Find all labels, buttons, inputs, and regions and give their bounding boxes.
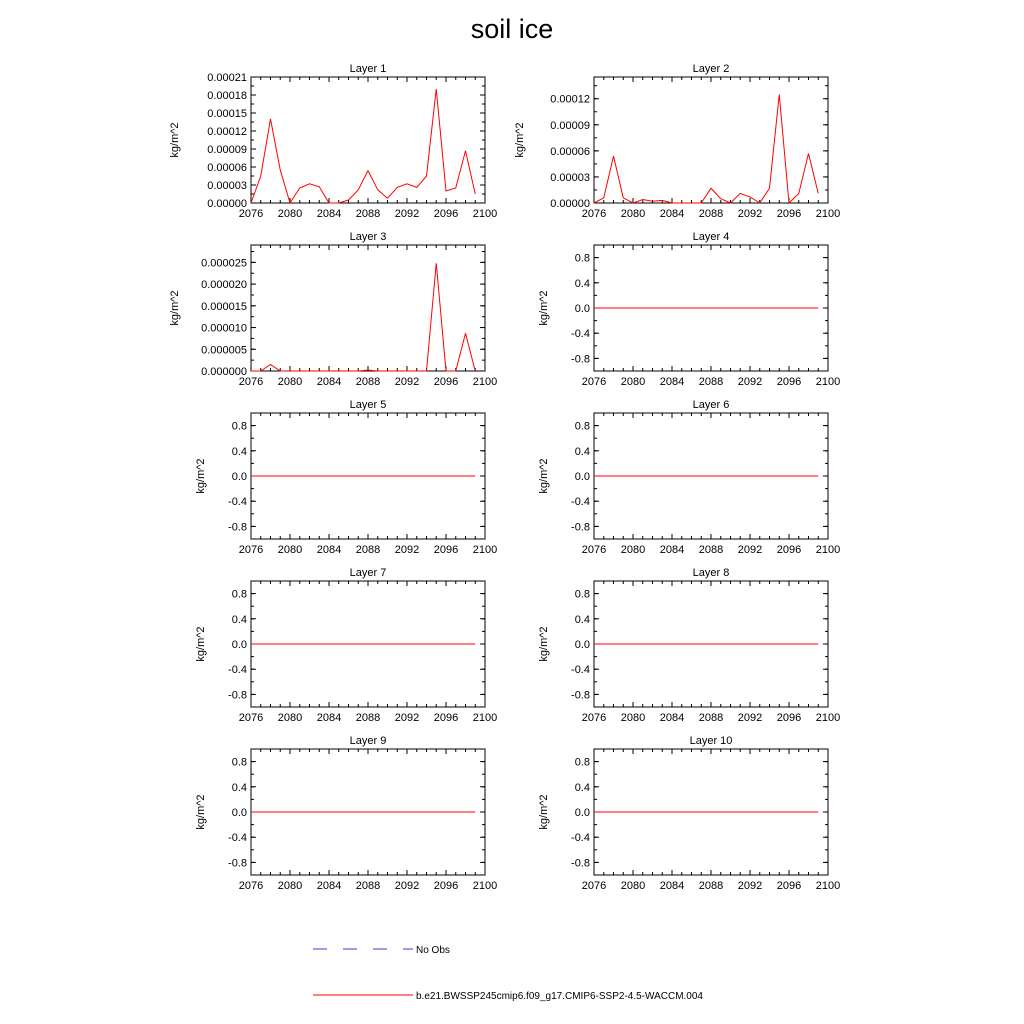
chart-panel-10 (538, 735, 840, 892)
x-tick-label: 2084 (316, 544, 342, 556)
series-line (594, 94, 818, 203)
x-tick-label: 2080 (277, 544, 303, 556)
panel-title: Layer 3 (349, 231, 387, 243)
y-tick-label: 0.8 (231, 420, 247, 433)
chart-panel-5 (195, 399, 497, 556)
y-tick-label: 0.000025 (201, 257, 247, 270)
x-tick-label: 2076 (581, 376, 607, 388)
x-tick-label: 2084 (316, 376, 342, 388)
x-tick-label: 2076 (238, 712, 264, 724)
y-tick-label: -0.4 (228, 832, 247, 845)
x-tick-label: 2076 (238, 544, 264, 556)
x-tick-label: 2084 (659, 544, 685, 556)
x-tick-label: 2096 (776, 880, 802, 892)
panel-title: Layer 4 (692, 231, 730, 243)
chart-panel-1 (169, 63, 497, 220)
x-tick-label: 2088 (698, 208, 724, 220)
x-tick-label: 2100 (472, 544, 498, 556)
x-tick-label: 2088 (698, 880, 724, 892)
y-axis-label: kg/m^2 (195, 458, 207, 494)
chart-panel-8 (538, 567, 840, 724)
x-tick-label: 2084 (316, 208, 342, 220)
x-tick-label: 2096 (433, 880, 459, 892)
plot-frame (251, 77, 485, 203)
y-tick-label: 0.4 (574, 445, 590, 458)
x-tick-label: 2076 (581, 208, 607, 220)
y-axis-label: kg/m^2 (538, 794, 550, 830)
y-tick-label: -0.8 (228, 857, 247, 870)
y-tick-label: 0.000005 (201, 344, 247, 357)
y-tick-label: 0.00003 (207, 180, 247, 192)
x-tick-label: 2084 (316, 880, 342, 892)
x-tick-label: 2092 (394, 544, 420, 556)
panel-title: Layer 2 (692, 63, 730, 75)
y-tick-label: 0.00009 (550, 119, 590, 132)
x-tick-label: 2096 (776, 208, 802, 220)
y-tick-label: -0.4 (571, 664, 590, 677)
y-tick-label: 0.8 (574, 588, 590, 601)
series-line (251, 89, 475, 203)
x-tick-label: 2096 (433, 376, 459, 388)
x-tick-label: 2092 (394, 880, 420, 892)
page-title: soil ice (470, 14, 554, 44)
x-tick-label: 2092 (394, 376, 420, 388)
y-tick-label: 0.0 (231, 807, 247, 819)
x-tick-label: 2088 (355, 208, 381, 220)
x-tick-label: 2096 (433, 544, 459, 556)
x-tick-label: 2096 (776, 544, 802, 556)
x-tick-label: 2088 (698, 712, 724, 724)
y-axis-label: kg/m^2 (169, 122, 181, 158)
x-tick-label: 2080 (277, 376, 303, 388)
y-tick-label: 0.00009 (207, 144, 247, 156)
y-axis-label: kg/m^2 (538, 626, 550, 662)
y-tick-label: 0.8 (574, 756, 590, 769)
y-tick-label: 0.0 (574, 639, 590, 651)
y-tick-label: 0.0 (231, 639, 247, 651)
x-tick-label: 2076 (238, 376, 264, 388)
x-tick-label: 2076 (238, 208, 264, 220)
x-tick-label: 2080 (620, 712, 646, 724)
legend (313, 945, 703, 1002)
y-tick-label: 0.000000 (201, 366, 247, 378)
y-tick-label: -0.4 (228, 664, 247, 677)
y-tick-label: 0.8 (574, 252, 590, 265)
y-axis-label: kg/m^2 (195, 626, 207, 662)
x-tick-label: 2080 (277, 880, 303, 892)
x-tick-label: 2080 (620, 376, 646, 388)
panel-title: Layer 5 (349, 399, 387, 411)
plot-frame (594, 77, 828, 203)
y-tick-label: 0.8 (231, 588, 247, 601)
x-tick-label: 2100 (815, 712, 841, 724)
x-tick-label: 2084 (659, 880, 685, 892)
chart-panel-2 (514, 63, 840, 220)
y-tick-label: 0.8 (231, 756, 247, 769)
y-tick-label: 0.4 (231, 781, 247, 794)
x-tick-label: 2100 (472, 880, 498, 892)
x-tick-label: 2080 (620, 544, 646, 556)
y-tick-label: 0.0 (574, 303, 590, 315)
x-tick-label: 2096 (433, 208, 459, 220)
panel-title: Layer 10 (689, 735, 733, 747)
y-tick-label: 0.00006 (207, 162, 247, 174)
y-axis-label: kg/m^2 (195, 794, 207, 830)
panel-title: Layer 9 (349, 735, 387, 747)
x-tick-label: 2084 (659, 376, 685, 388)
x-tick-label: 2080 (620, 208, 646, 220)
x-tick-label: 2076 (581, 880, 607, 892)
chart-panel-6 (538, 399, 840, 556)
y-axis-label: kg/m^2 (169, 290, 181, 326)
y-tick-label: 0.4 (231, 613, 247, 626)
y-tick-label: 0.000010 (201, 322, 247, 335)
y-tick-label: 0.4 (574, 277, 590, 290)
x-tick-label: 2100 (472, 376, 498, 388)
y-tick-label: 0.00000 (550, 198, 590, 210)
panel-title: Layer 7 (349, 567, 387, 579)
chart-panel-4 (538, 231, 840, 388)
y-tick-label: 0.00006 (550, 145, 590, 158)
y-tick-label: 0.00003 (550, 171, 590, 184)
panel-title: Layer 6 (692, 399, 730, 411)
x-tick-label: 2096 (776, 376, 802, 388)
panel-title: Layer 8 (692, 567, 730, 579)
chart-panel-3 (169, 231, 497, 388)
x-tick-label: 2088 (355, 544, 381, 556)
y-axis-label: kg/m^2 (514, 122, 526, 158)
x-tick-label: 2100 (815, 880, 841, 892)
x-tick-label: 2084 (659, 208, 685, 220)
y-tick-label: 0.00021 (207, 72, 247, 84)
series-line (251, 263, 475, 371)
x-tick-label: 2092 (394, 712, 420, 724)
y-tick-label: -0.8 (228, 689, 247, 702)
y-tick-label: 0.00012 (207, 126, 247, 138)
y-tick-label: -0.8 (571, 689, 590, 702)
y-axis-label: kg/m^2 (538, 458, 550, 494)
y-tick-label: -0.8 (571, 353, 590, 366)
x-tick-label: 2080 (620, 880, 646, 892)
y-tick-label: 0.00012 (550, 93, 590, 106)
x-tick-label: 2096 (433, 712, 459, 724)
panel-title: Layer 1 (349, 63, 387, 75)
y-tick-label: 0.0 (574, 807, 590, 819)
x-tick-label: 2092 (737, 880, 763, 892)
y-tick-label: -0.8 (228, 521, 247, 534)
x-tick-label: 2076 (238, 880, 264, 892)
y-tick-label: 0.4 (231, 445, 247, 458)
x-tick-label: 2080 (277, 208, 303, 220)
x-tick-label: 2076 (581, 712, 607, 724)
x-tick-label: 2100 (472, 712, 498, 724)
x-tick-label: 2080 (277, 712, 303, 724)
x-tick-label: 2100 (815, 208, 841, 220)
y-tick-label: 0.0 (574, 471, 590, 483)
y-tick-label: -0.8 (571, 521, 590, 534)
y-tick-label: 0.000015 (201, 300, 247, 313)
y-tick-label: 0.00015 (207, 108, 247, 120)
x-tick-label: 2100 (472, 208, 498, 220)
y-tick-label: 0.000020 (201, 279, 247, 292)
x-tick-label: 2092 (737, 376, 763, 388)
x-tick-label: 2096 (776, 712, 802, 724)
x-tick-label: 2088 (355, 880, 381, 892)
x-tick-label: 2088 (355, 376, 381, 388)
x-tick-label: 2092 (737, 208, 763, 220)
x-tick-label: 2084 (659, 712, 685, 724)
y-tick-label: 0.4 (574, 613, 590, 626)
y-tick-label: 0.4 (574, 781, 590, 794)
legend-model-label: b.e21.BWSSP245cmip6.f09_g17.CMIP6-SSP2-4.5-WACCM.004 (416, 991, 703, 1002)
x-tick-label: 2088 (355, 712, 381, 724)
x-tick-label: 2088 (698, 376, 724, 388)
y-tick-label: 0.00018 (207, 90, 247, 102)
legend-obs-label: No Obs (416, 945, 450, 956)
y-axis-label: kg/m^2 (538, 290, 550, 326)
y-tick-label: -0.4 (571, 328, 590, 341)
y-tick-label: 0.0 (231, 471, 247, 483)
chart-panel-9 (195, 735, 497, 892)
y-tick-label: -0.4 (571, 832, 590, 845)
x-tick-label: 2100 (815, 544, 841, 556)
x-tick-label: 2100 (815, 376, 841, 388)
plot-frame (251, 245, 485, 371)
x-tick-label: 2092 (394, 208, 420, 220)
y-tick-label: 0.00000 (207, 198, 247, 210)
x-tick-label: 2092 (737, 544, 763, 556)
x-tick-label: 2092 (737, 712, 763, 724)
y-tick-label: -0.4 (228, 496, 247, 509)
y-tick-label: -0.8 (571, 857, 590, 870)
x-tick-label: 2076 (581, 544, 607, 556)
x-tick-label: 2084 (316, 712, 342, 724)
x-tick-label: 2088 (698, 544, 724, 556)
y-tick-label: -0.4 (571, 496, 590, 509)
y-tick-label: 0.8 (574, 420, 590, 433)
chart-panel-7 (195, 567, 497, 724)
